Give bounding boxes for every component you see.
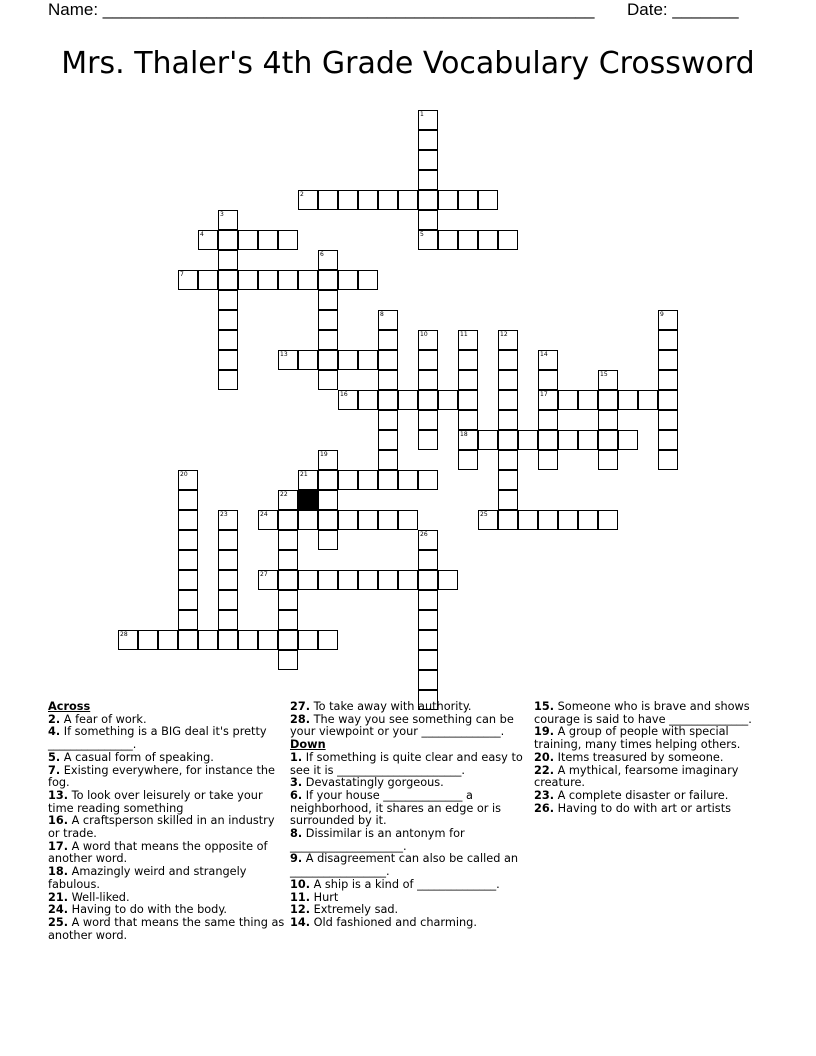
grid-cell[interactable] [218, 610, 238, 630]
clue-across-25: 25. A word that means the same thing as another word. [48, 915, 285, 942]
grid-cell[interactable] [158, 630, 178, 650]
grid-cell[interactable] [598, 450, 618, 470]
grid-cell[interactable] [498, 350, 518, 370]
clue-number: 13 [280, 351, 288, 358]
grid-cell[interactable] [378, 410, 398, 430]
grid-cell[interactable] [458, 230, 478, 250]
grid-cell[interactable] [578, 430, 598, 450]
grid-cell[interactable] [458, 330, 478, 350]
grid-cell[interactable] [338, 470, 358, 490]
clue-across-17: 17. A word that means the opposite of another word. [48, 839, 268, 866]
clue-number: 2 [300, 191, 304, 198]
grid-cell[interactable] [218, 370, 238, 390]
grid-cell[interactable] [578, 510, 598, 530]
grid-cell[interactable] [318, 250, 338, 270]
page-title: Mrs. Thaler's 4th Grade Vocabulary Crossword [61, 46, 755, 81]
grid-cell[interactable] [658, 410, 678, 430]
grid-cell[interactable] [358, 190, 378, 210]
grid-cell[interactable] [438, 190, 458, 210]
grid-cell[interactable] [338, 350, 358, 370]
grid-cell[interactable] [418, 230, 438, 250]
across-heading: Across [48, 700, 91, 713]
grid-cell[interactable] [218, 250, 238, 270]
clue-number: 14 [540, 351, 548, 358]
grid-cell[interactable] [198, 230, 218, 250]
grid-cell[interactable] [438, 230, 458, 250]
grid-cell[interactable] [298, 570, 318, 590]
grid-cell[interactable] [218, 290, 238, 310]
clue-across-16: 16. A craftsperson skilled in an industry or trade. [48, 814, 275, 841]
grid-cell[interactable] [318, 530, 338, 550]
grid-cell[interactable] [538, 390, 558, 410]
clue-number: 28 [120, 631, 128, 638]
grid-cell[interactable] [338, 510, 358, 530]
grid-cell[interactable] [538, 510, 558, 530]
grid-cell[interactable] [318, 310, 338, 330]
clue-number: 20 [180, 471, 188, 478]
grid-cell[interactable] [218, 210, 238, 230]
grid-cell[interactable] [178, 470, 198, 490]
grid-cell[interactable] [178, 530, 198, 550]
grid-cell[interactable] [318, 290, 338, 310]
grid-cell[interactable] [318, 570, 338, 590]
grid-cell[interactable] [418, 630, 438, 650]
clue-down-9: 9. A disagreement can also be called an _________________. [290, 852, 519, 879]
grid-cell[interactable] [358, 570, 378, 590]
grid-cell[interactable] [598, 510, 618, 530]
clue-number: 10 [420, 331, 428, 338]
grid-cell[interactable] [498, 510, 518, 530]
grid-cell[interactable] [178, 490, 198, 510]
clue-down-26: 26. Having to do with art or artists [534, 801, 732, 815]
grid-cell[interactable] [418, 150, 438, 170]
grid-cell[interactable] [318, 350, 338, 370]
grid-cell[interactable] [418, 190, 438, 210]
grid-cell[interactable] [598, 390, 618, 410]
clue-down-19: 19. A group of people with special training, many times helping others. [534, 725, 741, 752]
grid-cell[interactable] [278, 590, 298, 610]
grid-cell[interactable] [418, 650, 438, 670]
grid-cell[interactable] [358, 350, 378, 370]
clue-across-7: 7. Existing everywhere, for instance the fog. [48, 763, 275, 790]
grid-cell[interactable] [658, 430, 678, 450]
clue-down-10: 10. A ship is a kind of ______________. [290, 877, 500, 891]
grid-cell[interactable] [278, 570, 298, 590]
clue-down-12: 12. Extremely sad. [290, 903, 399, 917]
grid-cell[interactable] [378, 570, 398, 590]
grid-cell[interactable] [498, 370, 518, 390]
grid-cell[interactable] [498, 230, 518, 250]
grid-cell[interactable] [478, 510, 498, 530]
clue-number: 24 [260, 511, 268, 518]
grid-cell[interactable] [618, 390, 638, 410]
clue-number: 23 [220, 511, 228, 518]
clue-down-15: 15. Someone who is brave and shows courage is said to have ______________. [534, 700, 752, 726]
grid-cell[interactable] [278, 270, 298, 290]
grid-cell[interactable] [178, 630, 198, 650]
grid-cell[interactable] [378, 350, 398, 370]
clue-down-22: 22. A mythical, fearsome imaginary creature. [534, 763, 739, 790]
grid-cell[interactable] [658, 370, 678, 390]
clue-number: 25 [480, 511, 488, 518]
grid-cell[interactable] [358, 270, 378, 290]
grid-cell[interactable] [598, 370, 618, 390]
clue-down-8: 8. Dissimilar is an antonym for ____________________. [290, 827, 465, 853]
grid-cell[interactable] [378, 330, 398, 350]
grid-cell[interactable] [358, 470, 378, 490]
grid-cell[interactable] [278, 630, 298, 650]
grid-cell[interactable] [418, 670, 438, 690]
grid-cell[interactable] [538, 370, 558, 390]
clue-across-24: 24. Having to do with the body. [48, 903, 227, 917]
clue-down-14: 14. Old fashioned and charming. [290, 915, 477, 929]
clue-down-1: 1. If something is quite clear and easy to see it is ______________________. [290, 750, 523, 777]
grid-cell[interactable] [278, 530, 298, 550]
grid-cell[interactable] [338, 390, 358, 410]
grid-cell[interactable] [418, 550, 438, 570]
grid-cell[interactable] [178, 590, 198, 610]
grid-cell[interactable] [378, 390, 398, 410]
clue-number: 17 [540, 391, 548, 398]
grid-cell[interactable] [318, 630, 338, 650]
grid-cell[interactable] [398, 190, 418, 210]
grid-cell[interactable] [658, 450, 678, 470]
grid-cell[interactable] [398, 510, 418, 530]
grid-cell[interactable] [498, 430, 518, 450]
grid-cell[interactable] [178, 270, 198, 290]
grid-cell[interactable] [398, 570, 418, 590]
clue-across-2: 2. A fear of work. [48, 712, 147, 726]
grid-cell[interactable] [378, 310, 398, 330]
grid-cell[interactable] [238, 270, 258, 290]
grid-cell[interactable] [298, 510, 318, 530]
clue-number: 27 [260, 571, 268, 578]
grid-cell[interactable] [138, 630, 158, 650]
grid-cell[interactable] [378, 190, 398, 210]
grid-cell[interactable] [498, 410, 518, 430]
clue-number: 15 [600, 371, 608, 378]
clue-number: 8 [380, 311, 384, 318]
clue-number: 4 [200, 231, 204, 238]
grid-cell[interactable] [418, 130, 438, 150]
grid-cell[interactable] [418, 570, 438, 590]
grid-cell[interactable] [418, 430, 438, 450]
grid-cell[interactable] [298, 270, 318, 290]
clue-number: 5 [420, 231, 424, 238]
grid-cell[interactable] [498, 390, 518, 410]
clue-number: 16 [340, 391, 348, 398]
grid-cell[interactable] [658, 390, 678, 410]
grid-cell[interactable] [558, 510, 578, 530]
grid-cell[interactable] [378, 470, 398, 490]
clues-column-2 [290, 701, 528, 930]
clue-number: 18 [460, 431, 468, 438]
grid-cell[interactable] [638, 390, 658, 410]
grid-cell[interactable] [378, 430, 398, 450]
grid-cell[interactable] [218, 230, 238, 250]
grid-cell[interactable] [378, 510, 398, 530]
grid-cell[interactable] [218, 310, 238, 330]
clue-number: 12 [500, 331, 508, 338]
grid-cell[interactable] [518, 510, 538, 530]
grid-cell[interactable] [198, 270, 218, 290]
grid-cell[interactable] [318, 510, 338, 530]
grid-cell[interactable] [178, 550, 198, 570]
grid-cell[interactable] [598, 410, 618, 430]
grid-cell[interactable] [318, 450, 338, 470]
grid-cell[interactable] [498, 490, 518, 510]
grid-cell[interactable] [538, 350, 558, 370]
clue-number: 1 [420, 111, 424, 118]
grid-cell[interactable] [258, 630, 278, 650]
grid-cell[interactable] [418, 210, 438, 230]
grid-cell[interactable] [658, 330, 678, 350]
grid-cell[interactable] [438, 390, 458, 410]
grid-cell[interactable] [478, 430, 498, 450]
grid-cell[interactable] [418, 170, 438, 190]
grid-cell[interactable] [198, 630, 218, 650]
grid-cell[interactable] [658, 350, 678, 370]
grid-cell[interactable] [478, 190, 498, 210]
grid-cell[interactable] [298, 630, 318, 650]
grid-cell[interactable] [398, 470, 418, 490]
grid-cell[interactable] [278, 490, 298, 510]
grid-cell[interactable] [278, 550, 298, 570]
grid-cell[interactable] [298, 470, 318, 490]
grid-cell[interactable] [118, 630, 138, 650]
clue-number: 7 [180, 271, 184, 278]
grid-cell[interactable] [298, 350, 318, 370]
grid-cell[interactable] [538, 430, 558, 450]
grid-cell[interactable] [178, 570, 198, 590]
grid-cell[interactable] [258, 510, 278, 530]
grid-cell[interactable] [298, 190, 318, 210]
grid-cell[interactable] [498, 450, 518, 470]
black-cell [298, 490, 318, 510]
grid-cell[interactable] [378, 370, 398, 390]
grid-cell[interactable] [178, 610, 198, 630]
grid-cell[interactable] [258, 230, 278, 250]
grid-cell[interactable] [278, 230, 298, 250]
clue-number: 21 [300, 471, 308, 478]
grid-cell[interactable] [418, 610, 438, 630]
grid-cell[interactable] [418, 110, 438, 130]
grid-cell[interactable] [558, 430, 578, 450]
grid-cell[interactable] [478, 230, 498, 250]
grid-cell[interactable] [418, 350, 438, 370]
grid-cell[interactable] [418, 590, 438, 610]
down-heading: Down [290, 738, 326, 752]
clue-number: 26 [420, 531, 428, 538]
clue-down-11: 11. Hurt [290, 890, 339, 904]
grid-cell[interactable] [538, 410, 558, 430]
grid-cell[interactable] [238, 230, 258, 250]
grid-cell[interactable] [258, 570, 278, 590]
grid-cell[interactable] [218, 630, 238, 650]
grid-cell[interactable] [278, 350, 298, 370]
clue-across-4: 4. If something is a BIG deal it's pretty _______________. [48, 725, 267, 752]
grid-cell[interactable] [218, 590, 238, 610]
clue-across-28: 28. The way you see something can be your viewpoint or your ______________. [290, 712, 514, 739]
clue-across-13: 13. To look over leisurely or take your time reading something [48, 788, 263, 815]
grid-cell[interactable] [218, 570, 238, 590]
grid-cell[interactable] [318, 330, 338, 350]
clue-number: 22 [280, 491, 288, 498]
clue-number: 11 [460, 331, 468, 338]
clue-number: 6 [320, 251, 324, 258]
date-field: Date: _______ [627, 0, 739, 19]
grid-cell[interactable] [218, 550, 238, 570]
grid-cell[interactable] [458, 430, 478, 450]
clue-down-20: 20. Items treasured by someone. [534, 750, 724, 764]
grid-cell[interactable] [458, 450, 478, 470]
grid-cell[interactable] [418, 410, 438, 430]
grid-cell[interactable] [418, 470, 438, 490]
clue-down-23: 23. A complete disaster or failure. [534, 788, 729, 802]
clue-across-18: 18. Amazingly weird and strangely fabulous. [48, 865, 247, 891]
grid-cell[interactable] [338, 570, 358, 590]
grid-cell[interactable] [218, 510, 238, 530]
grid-cell[interactable] [338, 270, 358, 290]
grid-cell[interactable] [278, 650, 298, 670]
grid-cell[interactable] [318, 270, 338, 290]
grid-cell[interactable] [418, 330, 438, 350]
grid-cell[interactable] [578, 390, 598, 410]
grid-cell[interactable] [598, 430, 618, 450]
grid-cell[interactable] [238, 630, 258, 650]
grid-cell[interactable] [458, 390, 478, 410]
grid-cell[interactable] [498, 470, 518, 490]
clue-across-21: 21. Well-liked. [48, 890, 130, 904]
clue-number: 3 [220, 211, 224, 218]
grid-cell[interactable] [418, 390, 438, 410]
grid-cell[interactable] [218, 270, 238, 290]
grid-cell[interactable] [258, 270, 278, 290]
clue-number: 9 [660, 311, 664, 318]
grid-cell[interactable] [558, 390, 578, 410]
grid-cell[interactable] [358, 510, 378, 530]
grid-cell[interactable] [358, 390, 378, 410]
grid-cell[interactable] [418, 370, 438, 390]
grid-cell[interactable] [318, 190, 338, 210]
grid-cell[interactable] [318, 470, 338, 490]
grid-cell[interactable] [498, 330, 518, 350]
grid-cell[interactable] [378, 450, 398, 470]
name-field: Name: ____________________________________________________ [48, 0, 595, 19]
grid-cell[interactable] [458, 410, 478, 430]
grid-cell[interactable] [458, 370, 478, 390]
grid-cell[interactable] [458, 350, 478, 370]
clue-across-27: 27. To take away with authority. [290, 700, 472, 713]
grid-cell[interactable] [658, 310, 678, 330]
grid-cell[interactable] [318, 370, 338, 390]
clues-column-1 [48, 701, 286, 942]
clue-down-6: 6. If your house ______________ a neighborhood, it shares an edge or is surrounded by it. [290, 788, 502, 828]
grid-cell[interactable] [398, 390, 418, 410]
grid-cell[interactable] [438, 570, 458, 590]
grid-cell[interactable] [618, 430, 638, 450]
grid-cell[interactable] [458, 190, 478, 210]
clue-number: 19 [320, 451, 328, 458]
grid-cell[interactable] [278, 510, 298, 530]
grid-cell[interactable] [278, 610, 298, 630]
grid-cell[interactable] [338, 190, 358, 210]
clue-across-5: 5. A casual form of speaking. [48, 750, 214, 764]
grid-cell[interactable] [538, 450, 558, 470]
grid-cell[interactable] [318, 490, 338, 510]
clues-column-3 [534, 701, 772, 815]
grid-cell[interactable] [218, 330, 238, 350]
clue-down-3: 3. Devastatingly gorgeous. [290, 776, 444, 790]
grid-cell[interactable] [218, 530, 238, 550]
grid-cell[interactable] [178, 510, 198, 530]
grid-cell[interactable] [418, 530, 438, 550]
grid-cell[interactable] [518, 430, 538, 450]
grid-cell[interactable] [218, 350, 238, 370]
